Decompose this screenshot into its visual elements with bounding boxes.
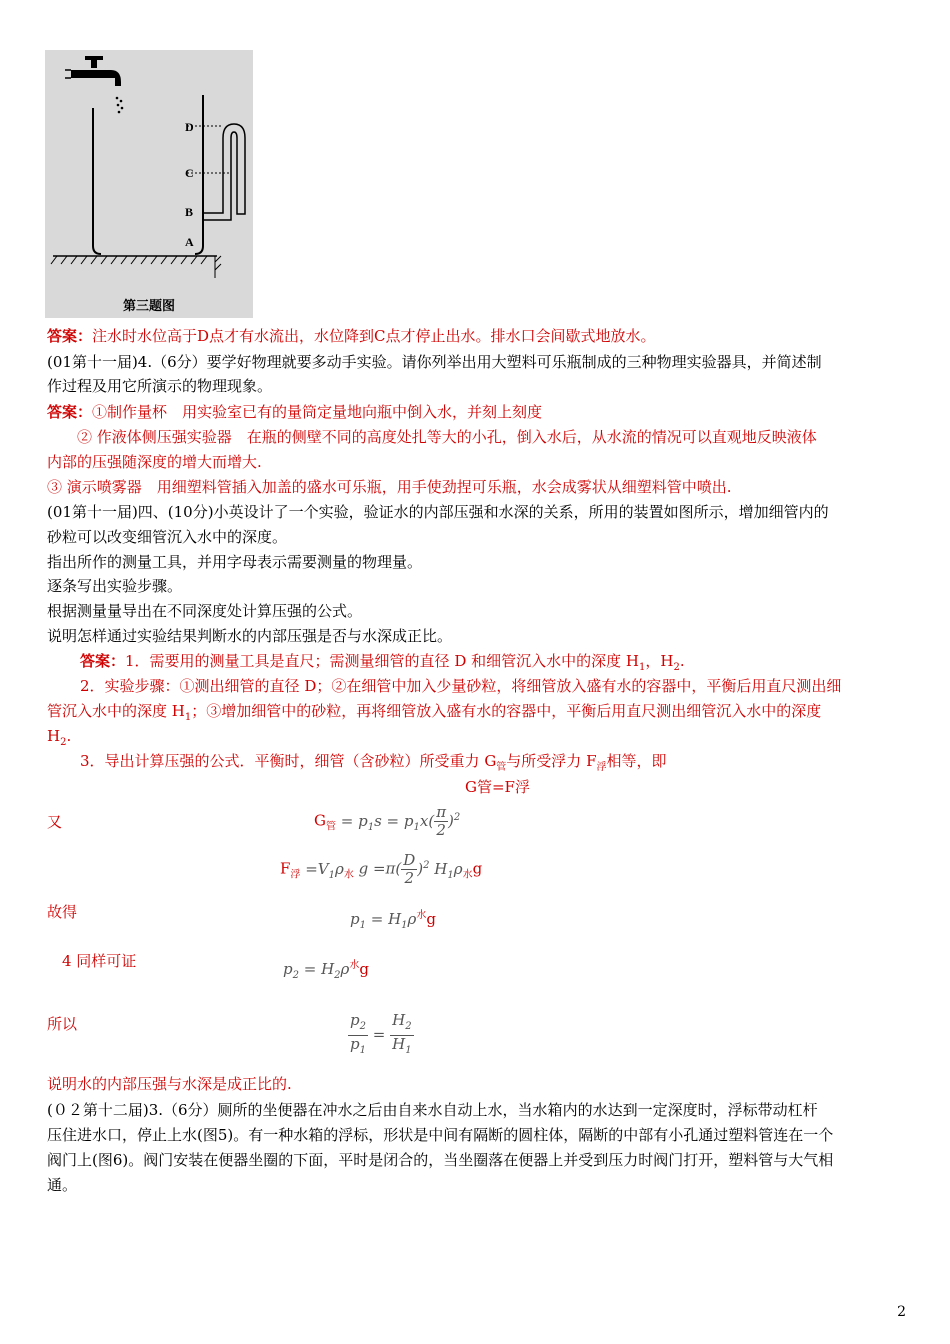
answer-text: ①制作量杯 用实验室已有的量筒定量地向瓶中倒入水，并刻上刻度: [92, 403, 543, 421]
q3-answer: [47, 326, 656, 346]
label-tongyang: 4 同样可证: [62, 952, 137, 970]
eq-p1: $p_1 = H_1\rho^水g$: [350, 910, 436, 931]
eq-g-equals-f: G管=F浮: [465, 778, 530, 796]
answer-text: 管沉入水中的深度 H: [47, 702, 185, 720]
label-you: 又: [47, 813, 63, 831]
q3-02-line2: 压住进水口，停止上水(图5)。有一种水箱的浮标，形状是中间有隔断的圆柱体，隔断的中部有小孔通过塑料管连在一个: [47, 1126, 834, 1144]
conclusion: 说明水的内部压强与水深是成正比的.: [47, 1075, 292, 1093]
answer-text: 1．需要用的测量工具是直尺；需测量细管的直径 D 和细管沉入水中的深度 H: [125, 652, 639, 670]
eq-gravity: $G_管 = p_1s = p_1x$( $\frac{\pi}{2}$ )$^2$: [314, 803, 461, 839]
q3-02-line1: (０２第十二届)3.（6分）厕所的坐便器在冲水之后由自来水自动上水，当水箱内的水达到一定深度时，浮标带动杠杆: [47, 1101, 818, 1119]
label-c: C: [185, 166, 194, 180]
q-four-item4: 说明怎样通过实验结果判断水的内部压强是否与水深成正比。: [47, 627, 453, 645]
eq-buoyancy: $F_浮 =V_1\rho_水$ g =π( $\frac{D}{2}$ )$^2$ $H_1\rho_水g$: [280, 851, 483, 887]
q3-02-line4: 通。: [47, 1176, 78, 1194]
answer-text-end: 相等，即: [606, 752, 667, 770]
label-d: D: [185, 120, 194, 134]
q-four-answer2b: 管沉入水中的深度 $H_1$；③增加细管中的砂粒，再将细管放入盛有水的容器中，平衡后用直尺测出细管沉入水中的深度: [47, 702, 822, 723]
q-four-answer3: 3．导出计算压强的公式．平衡时，细管（含砂粒）所受重力 $G_管$与所受浮力 $F_浮$相等，即: [80, 752, 667, 773]
answer-text: 3．导出计算压强的公式．平衡时，细管（含砂粒）所受重力 G: [80, 752, 497, 770]
q4-answer3: ③ 演示喷雾器 用细塑料管插入加盖的盛水可乐瓶，用手使劲捏可乐瓶，水会成雾状从细塑料管中喷出.: [47, 478, 732, 496]
q-four-answer2a: 2．实验步骤：①测出细管的直径 D；②在细管中加入少量砂粒，将细管放入盛有水的容器中，平衡后用直尺测出细: [80, 677, 842, 695]
eq-ratio: $\frac{p_2}{p_1}$ = $\frac{H_2}{H_1}$: [350, 1011, 412, 1056]
answer-label: 答案：: [47, 327, 93, 345]
siphon-diagram: [45, 50, 253, 318]
q4-line1: (01第十一届)4.（6分）要学好物理就要多动手实验。请你列举出用大塑料可乐瓶制成的三种物理实验器具，并简述制: [47, 353, 822, 371]
answer-text-tail: ；③增加细管中的砂粒，再将细管放入盛有水的容器中，平衡后用直尺测出细管沉入水中的深度: [191, 702, 822, 720]
label-b: B: [185, 205, 194, 219]
answer-label: 答案：: [47, 403, 93, 421]
q4-answer2b: 内部的压强随深度的增大而增大.: [47, 453, 262, 471]
faucet-stem: [91, 60, 97, 68]
water-drops: [116, 97, 124, 114]
q-four-answer1: 答案：1．需要用的测量工具是直尺；需测量细管的直径 D 和细管沉入水中的深度 $H_1$，$H_2$.: [80, 652, 685, 673]
q-four-answer2c: $H_2$.: [47, 727, 72, 748]
q-four-item3: 根据测量量导出在不同深度处计算压强的公式。: [47, 602, 363, 620]
q4-answer2a: ② 作液体侧压强实验器 在瓶的侧壁不同的高度处扎等大的小孔，倒入水后，从水流的情况可以直观地反映液体: [77, 428, 817, 446]
faucet-handle: [85, 56, 103, 60]
label-a: A: [185, 235, 194, 249]
q-four-line1: (01第十一届)四、(10分)小英设计了一个实验，验证水的内部压强和水深的关系，所用的装置如图所示，增加细管内的: [47, 503, 829, 521]
siphon-tube: [203, 124, 245, 220]
page-number: 2: [897, 1304, 906, 1320]
eq-p2: $p_2 = H_2\rho^水g$: [283, 960, 369, 981]
answer-label: 答案：: [80, 652, 126, 670]
label-suoyi: 所以: [47, 1015, 78, 1033]
answer-text: H: [47, 727, 61, 745]
answer-text: 注水时水位高于D点才有水流出，水位降到C点才停止出水。排水口会间歇式地放水。: [92, 327, 656, 345]
q-four-item2: 逐条写出实验步骤。: [47, 577, 183, 595]
tank-right-wall: [195, 95, 203, 254]
faucet-spout: [71, 70, 121, 86]
q-four-item1: 指出所作的测量工具，并用字母表示需要测量的物理量。: [47, 553, 423, 571]
siphon-figure: [45, 50, 253, 318]
q3-02-line3: 阀门上(图6)。阀门安装在便器坐圈的下面，平时是闭合的，当坐圈落在便器上并受到压力时阀门打开，塑料管与大气相: [47, 1151, 834, 1169]
label-guode: 故得: [47, 903, 78, 921]
tank-left-wall: [93, 108, 101, 254]
q4-answer1: [47, 402, 542, 422]
ground-hatching: [51, 256, 221, 278]
figure-caption: 第三题图: [122, 299, 176, 314]
q4-line2: 作过程及用它所演示的物理现象。: [47, 377, 273, 395]
q-four-line2: 砂粒可以改变细管沉入水中的深度。: [47, 528, 288, 546]
answer-text-mid: 与所受浮力 F: [506, 752, 597, 770]
